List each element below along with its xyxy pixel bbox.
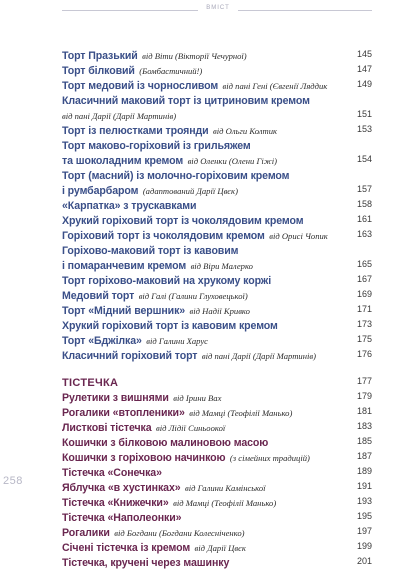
- toc-line: [62, 464, 372, 479]
- section-title: ТІСТЕЧКА: [62, 377, 119, 389]
- toc-line: [62, 92, 372, 107]
- entry-author: (з сімейних традицій): [229, 453, 310, 463]
- toc-line: [62, 242, 372, 257]
- entry-page: 151: [356, 109, 372, 119]
- entry-title: Торт білковий: [62, 65, 135, 77]
- entry-page: 153: [356, 124, 372, 134]
- toc-line: [62, 197, 372, 212]
- entry-page: 173: [356, 319, 372, 329]
- entry-author: від пані Гені (Євгенії Ляддик: [222, 81, 328, 91]
- entry-author: від пані Дарії (Дарії Мартинів): [62, 111, 177, 121]
- toc-line-continued: [62, 107, 372, 122]
- entry-title: Кошички з горіховою начинкою: [62, 452, 226, 464]
- toc-line: [62, 317, 372, 332]
- entry-title: Хрукий горіховий торт із кавовим кремом: [62, 320, 278, 332]
- toc-line-continued: [62, 152, 372, 167]
- entry-page: 157: [356, 184, 372, 194]
- entry-page: 176: [356, 349, 372, 359]
- toc-entry[interactable]: [62, 554, 372, 569]
- toc-entry[interactable]: [62, 272, 372, 287]
- toc-line: [62, 494, 372, 509]
- entry-title: Рогалики: [62, 527, 110, 539]
- entry-author: від Орисі Чопик: [269, 231, 328, 241]
- entry-page: 181: [356, 406, 372, 416]
- entry-title: Торт горіхово-маковий на хрукому коржі: [62, 275, 272, 287]
- entry-title: Торт маково-горіховий із грильяжем: [62, 140, 251, 152]
- toc-entry[interactable]: [62, 449, 372, 464]
- running-header: [62, 4, 372, 16]
- entry-title: Хрукий горіховий торт із чоколядовим кремом: [62, 215, 304, 227]
- toc-line: [62, 524, 372, 539]
- entry-page: 191: [356, 481, 372, 491]
- toc-entry[interactable]: [62, 419, 372, 434]
- toc-line-continued: [62, 182, 372, 197]
- toc-line: [62, 539, 372, 554]
- header-rule-right: [238, 10, 372, 11]
- toc-line: [62, 419, 372, 434]
- entry-page: 171: [356, 304, 372, 314]
- entry-page: 195: [356, 511, 372, 521]
- entry-author: від Ольги Колтик: [213, 126, 278, 136]
- entry-title: Січені тістечка із кремом: [62, 542, 191, 554]
- header-rule-left: [62, 10, 198, 11]
- toc-entry[interactable]: [62, 242, 372, 272]
- entry-author: від Дарії Цвєк: [194, 543, 246, 553]
- toc-entry[interactable]: [62, 434, 372, 449]
- toc-line: [62, 332, 372, 347]
- entry-title: Торт із пелюстками троянди: [62, 125, 209, 137]
- entry-page: 175: [356, 334, 372, 344]
- entry-title: Кошички з білковою малиновою масою: [62, 437, 269, 449]
- entry-author: від Ірини Вах: [173, 393, 222, 403]
- entry-title: Горіхово-маковий торт із кавовим: [62, 245, 239, 257]
- entry-page: 161: [356, 214, 372, 224]
- section-heading-row[interactable]: [62, 374, 372, 389]
- toc-entry[interactable]: [62, 47, 372, 62]
- entry-page: 163: [356, 229, 372, 239]
- entry-author: від Лідії Синьоокої: [156, 423, 226, 433]
- entry-author: від Віри Малерко: [190, 261, 253, 271]
- toc-entry[interactable]: [62, 524, 372, 539]
- toc-line: [62, 347, 372, 362]
- entry-page: 187: [356, 451, 372, 461]
- toc-line: [62, 302, 372, 317]
- entry-author: від Надії Кривко: [189, 306, 250, 316]
- toc-line: [62, 479, 372, 494]
- entry-page: 179: [356, 391, 372, 401]
- entry-page: 145: [356, 49, 372, 59]
- entry-title: «Карпатка» з трускавками: [62, 200, 197, 212]
- entry-page: 197: [356, 526, 372, 536]
- entry-title: і помаранчевим кремом: [62, 260, 187, 272]
- toc-line: [62, 62, 372, 77]
- entry-title: Рогалики «втопленики»: [62, 407, 185, 419]
- toc-line: [62, 227, 372, 242]
- toc-line: [62, 449, 372, 464]
- entry-author: від Галини Харус: [146, 336, 208, 346]
- toc-line: [62, 434, 372, 449]
- entry-title: Яблучка «в хустинках»: [62, 482, 181, 494]
- toc-entry[interactable]: [62, 464, 372, 479]
- toc-line: [62, 509, 372, 524]
- toc-entry[interactable]: [62, 347, 372, 362]
- toc-entry[interactable]: [62, 77, 372, 92]
- entry-page: 149: [356, 79, 372, 89]
- toc-entry[interactable]: [62, 494, 372, 509]
- toc-entry[interactable]: [62, 137, 372, 167]
- toc-entry[interactable]: [62, 197, 372, 212]
- entry-author: від Галі (Галини Глуховецької): [138, 291, 248, 301]
- toc-line: [62, 167, 372, 182]
- toc-entry[interactable]: [62, 539, 372, 554]
- toc-line: [62, 554, 372, 569]
- entry-title: та шоколадним кремом: [62, 155, 184, 167]
- toc-entry[interactable]: [62, 122, 372, 137]
- toc-entry[interactable]: [62, 92, 372, 122]
- entry-author: від Оленки (Олени Гіжі): [187, 156, 277, 166]
- entry-author: від пані Дарії (Дарії Мартинів): [201, 351, 316, 361]
- entry-page: 185: [356, 436, 372, 446]
- toc-entry[interactable]: [62, 287, 372, 302]
- toc-entry[interactable]: [62, 389, 372, 404]
- entry-page: 147: [356, 64, 372, 74]
- toc-entry[interactable]: [62, 317, 372, 332]
- toc-line: [62, 47, 372, 62]
- entry-title: Торт (масний) із молочно-горіховим кремом: [62, 170, 290, 182]
- entry-title: Листкові тістечка: [62, 422, 152, 434]
- toc-line-continued: [62, 257, 372, 272]
- entry-title: Класичний маковий торт із цитриновим кремом: [62, 95, 310, 107]
- header-title: ВМІСТ: [206, 5, 230, 11]
- toc-entry[interactable]: [62, 227, 372, 242]
- toc-line: [62, 272, 372, 287]
- entry-page: 165: [356, 259, 372, 269]
- toc-entry[interactable]: [62, 167, 372, 197]
- toc-entry[interactable]: [62, 509, 372, 524]
- toc-line: [62, 137, 372, 152]
- entry-author: від Галини Камінської: [184, 483, 266, 493]
- toc-line: [62, 287, 372, 302]
- entry-page: 158: [356, 199, 372, 209]
- entry-title: і румбарбаром: [62, 185, 139, 197]
- section-page: 177: [356, 376, 372, 386]
- toc-entry[interactable]: [62, 404, 372, 419]
- toc-entry[interactable]: [62, 479, 372, 494]
- entry-title: Медовий торт: [62, 290, 135, 302]
- entry-title: Рулетики з вишнями: [62, 392, 169, 404]
- entry-page: 201: [356, 556, 372, 566]
- entry-page: 169: [356, 289, 372, 299]
- entry-page: 154: [356, 154, 372, 164]
- toc-entry[interactable]: [62, 62, 372, 77]
- entry-page: 189: [356, 466, 372, 476]
- entry-title: Горіховий торт із чоколядовим кремом: [62, 230, 265, 242]
- entry-page: 167: [356, 274, 372, 284]
- toc-line: [62, 77, 372, 92]
- entry-title: Торт «Мідний вершник»: [62, 305, 186, 317]
- page-number: 258: [3, 475, 23, 487]
- toc-line: [62, 389, 372, 404]
- entry-title: Торт Празький: [62, 50, 138, 62]
- entry-author: від Мамці (Теофілії Манько): [173, 498, 277, 508]
- entry-title: Класичний горіховий торт: [62, 350, 198, 362]
- toc-entry[interactable]: [62, 212, 372, 227]
- entry-title: Тістечка «Наполеонки»: [62, 512, 182, 524]
- entry-title: Тістечка «Книжечки»: [62, 497, 169, 509]
- toc-entry[interactable]: [62, 332, 372, 347]
- entry-title: Тістечка «Сонечка»: [62, 467, 162, 479]
- entry-page: 199: [356, 541, 372, 551]
- toc-line: [62, 404, 372, 419]
- entry-author: (адаптований Дарії Цвєк): [142, 186, 238, 196]
- table-of-contents: [62, 47, 372, 569]
- entry-page: 183: [356, 421, 372, 431]
- entry-author: від Мамці (Теофілії Манько): [189, 408, 293, 418]
- toc-entry[interactable]: [62, 302, 372, 317]
- entry-page: 193: [356, 496, 372, 506]
- toc-line: [62, 122, 372, 137]
- section-spacer: [62, 362, 372, 374]
- toc-line: [62, 212, 372, 227]
- entry-title: Торт «Бджілка»: [62, 335, 142, 347]
- entry-author: (Бомбастичний!): [139, 66, 203, 76]
- entry-author: від Віти (Вікторії Чечурної): [142, 51, 247, 61]
- entry-title: Тістечка, кручені через машинку: [62, 557, 230, 569]
- entry-author: від Богдани (Богдани Колесніченко): [114, 528, 245, 538]
- entry-title: Торт медовий із чорносливом: [62, 80, 219, 92]
